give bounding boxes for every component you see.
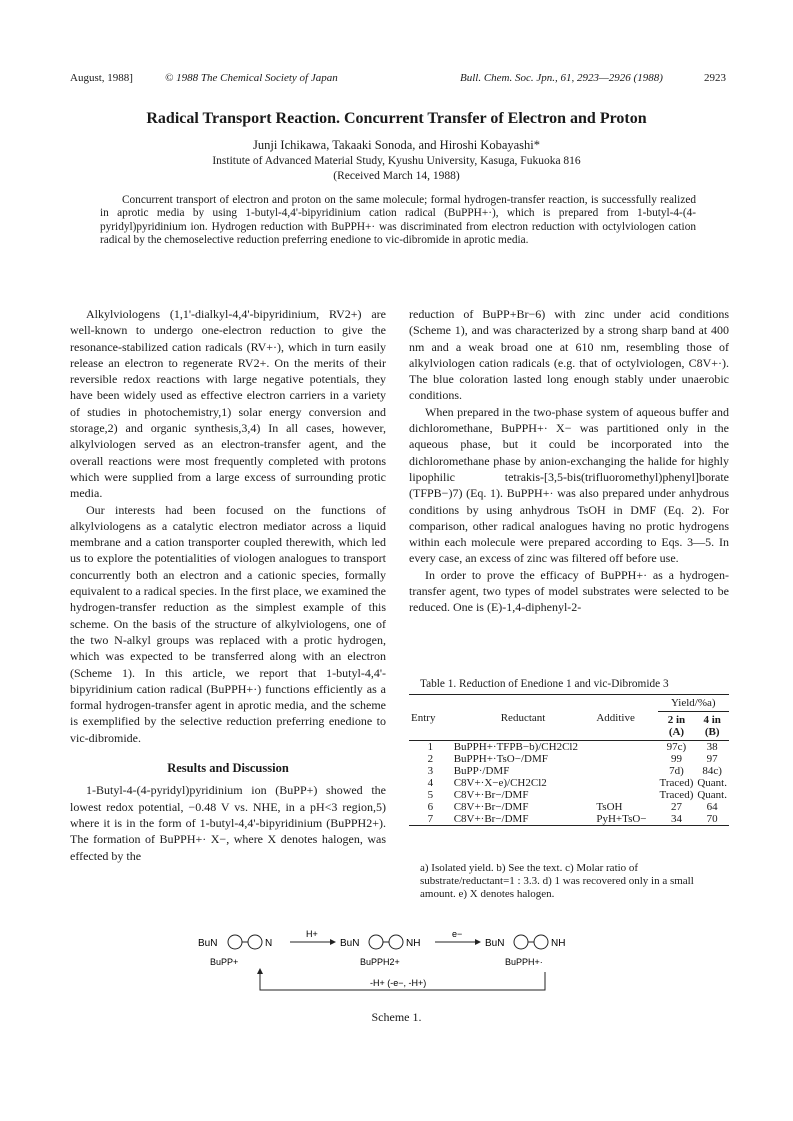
article-title: Radical Transport Reaction. Concurrent Transfer of Electron and Proton	[146, 110, 647, 127]
table-header-col2: 2 in (A)	[667, 714, 686, 738]
table-row	[409, 753, 729, 765]
table-header-yield: Yield/%a)	[658, 695, 729, 712]
table-header-reductant: Reductant	[500, 711, 546, 724]
table-cell-y2: 99	[670, 753, 682, 765]
bu-label: BuN	[340, 938, 360, 949]
paragraph: In order to prove the efficacy of BuPPH+· as a hydrogen-transfer agent, two types of model substrates were selected to be reduced. One is (E)-1,4-diphenyl-2-	[409, 567, 729, 615]
pyridinium-ring-icon	[369, 935, 383, 949]
table-cell-y2: 34	[670, 813, 682, 825]
table-cell-reductant: C8V+·Br−/DMF	[453, 789, 529, 801]
table-cell-y4: 64	[706, 801, 718, 813]
table-cell-entry: 3	[427, 765, 434, 777]
header-date: August, 1988]	[70, 72, 133, 84]
table-cell-y4: Quant.	[697, 777, 727, 789]
table-cell-entry: 4	[427, 777, 434, 789]
results-table	[409, 694, 729, 826]
table-cell-y2: 27	[670, 801, 682, 813]
table-header-entry: Entry	[411, 711, 436, 724]
pyridinium-ring-icon	[228, 935, 242, 949]
buppH-label: BuPPH+·	[505, 957, 543, 967]
author-list: Junji Ichikawa, Takaaki Sonoda, and Hiroshi Kobayashi*	[252, 138, 541, 152]
buppH2-label: BuPPH2+	[360, 957, 400, 967]
table-row	[409, 813, 729, 826]
paragraph: reduction of BuPP+Br−6) with zinc under acid conditions (Scheme 1), and was characterized by a strong sharp band at 400 nm and a weak broad one at 610 nm, resembling those of alkylviologen cation radicals (e.g. that of octylviologen, C8V+·). The blue coloration lasted long enough stably under unaerobic conditions.	[409, 307, 729, 403]
arrow2-label: e−	[452, 929, 463, 939]
table-cell-additive: PyH+TsO−	[596, 813, 647, 825]
table-cell-y4: 70	[706, 813, 718, 825]
section-heading: Results and Discussion	[167, 761, 289, 776]
arrow1-label: H+	[306, 929, 318, 939]
n-label: N	[265, 938, 273, 949]
table-cell-y4: 38	[706, 741, 718, 753]
received-date: (Received March 14, 1988)	[333, 170, 460, 182]
right-column	[409, 306, 729, 616]
table-cell-additive	[594, 741, 657, 754]
paragraph: 1-Butyl-4-(4-pyridyl)pyridinium ion (BuPP+) showed the lowest redox potential, −0.48 V vs. NHE, in a pH<3 region,5) where it is in the form of 1-butyl-4,4'-bipyridinium (BuPPH2+). The formation of BuPPH+· X−, where X denotes halogen, was effected by the	[70, 783, 386, 863]
table-cell-additive	[594, 765, 657, 777]
pyridinium-ring-icon	[534, 935, 548, 949]
bu-label: BuN	[485, 938, 505, 949]
table-footnotes: a) Isolated yield. b) See the text. c) Molar ratio of substrate/reductant=1 : 3.3. d) 1 was recovered only in a small amount. e) X denotes halogen.	[420, 862, 694, 900]
table-cell-reductant: C8V+·Br−/DMF	[453, 801, 529, 813]
table-cell-entry: 7	[427, 813, 434, 825]
left-column	[70, 306, 386, 864]
pyridinium-ring-icon	[514, 935, 528, 949]
table-cell-entry: 6	[427, 801, 434, 813]
table-cell-reductant: BuPPH+·TFPB−b)/CH2Cl2	[453, 741, 578, 753]
table-cell-entry: 2	[427, 753, 434, 765]
abstract: Concurrent transport of electron and proton on the same molecule; formal hydrogen-transfer reaction, is successfully realized in aprotic media by using 1-butyl-4,4'-bipyridinium cation radical (BuPPH+·), which is prepared from 1-butyl-4-(4-pyridyl)pyridinium ion. Hydrogen reduction with BuPPH+· was discriminated from electron reduction with octylviologen cation radical by the chemoselective reduction preferring enedione to vic-dibromide in aprotic media.	[100, 194, 696, 247]
paragraph: Alkylviologens (1,1'-dialkyl-4,4'-bipyridinium, RV2+) are well-known to undergo one-electron reduction to give the resonance-stabilized cation radicals (RV+·), which in turn easily release an electron to regenerate RV2+. On the merits of their reversible redox reactions with large negative potentials, they have been widely used as effective electron carriers in a variety of studies in photochemistry,1) solar energy conversion and storage,2) and organic synthesis,3,4) In all cases, however, alkylviologen served as an electron-transfer agent, and the overall reactions were most frequently completed with protons which were supplied from a large excess of surrounding protic media.	[70, 307, 386, 501]
pyridinium-ring-icon	[389, 935, 403, 949]
nh-label: NH	[551, 938, 566, 949]
table-cell-reductant: BuPP·/DMF	[453, 765, 510, 777]
table-cell-y2: Traced)	[659, 777, 694, 789]
table-header-col4: 4 in (B)	[703, 714, 721, 738]
table-cell-additive	[594, 753, 657, 765]
table-cell-y4: 97	[706, 753, 718, 765]
table-cell-y2: 97c)	[666, 741, 687, 753]
table-body	[409, 741, 729, 826]
paragraph: When prepared in the two-phase system of aqueous buffer and dichloromethane, BuPPH+· X− was partitioned only in the aqueous phase, but it could be incorporated into the dichloromethane phase by anion-exchanging the halide for highly lipophilic tetrakis-[3,5-bis(trifluoromethyl)phenyl]borate (TFPB−)7) (Eq. 1). BuPPH+· was also prepared under anhydrous conditions by using anhydrous TsOH in DMF (Eq. 2). For comparison, other radical analogues having no protic hydrogens within each molecule were prepared according to Eqs. 3—5. In every case, an excess of zinc was filtered off before use.	[409, 404, 729, 566]
table-cell-entry: 5	[427, 789, 434, 801]
table-cell-reductant: BuPPH+·TsO−/DMF	[453, 753, 548, 765]
table-cell-y4: Quant.	[697, 789, 727, 801]
table-cell-additive	[594, 789, 657, 801]
table-cell-entry: 1	[427, 741, 434, 753]
table-cell-additive	[594, 777, 657, 789]
bu-label: BuN	[198, 938, 218, 949]
table-row	[409, 741, 729, 754]
table-row	[409, 765, 729, 777]
table-caption: Table 1. Reduction of Enedione 1 and vic-Dibromide 3	[420, 678, 669, 690]
table-row	[409, 789, 729, 801]
affiliation: Institute of Advanced Material Study, Kyushu University, Kasuga, Fukuoka 816	[212, 155, 581, 167]
table-cell-y4: 84c)	[702, 765, 722, 777]
table-cell-y2: Traced)	[659, 789, 694, 801]
return-label: -H+ (-e−, -H+)	[370, 978, 427, 988]
table-cell-reductant: C8V+·Br−/DMF	[453, 813, 529, 825]
table-row	[409, 801, 729, 813]
table-cell-y2: 7d)	[669, 765, 684, 777]
table-cell-additive: TsOH	[596, 801, 623, 813]
header-page-number: 2923	[704, 72, 726, 84]
table-header-additive: Additive	[596, 711, 635, 724]
pyridine-ring-icon	[248, 935, 262, 949]
nh-label: NH	[406, 938, 421, 949]
table-row	[409, 777, 729, 789]
header-journal: Bull. Chem. Soc. Jpn., 61, 2923—2926 (1988)	[460, 72, 663, 84]
table-cell-reductant: C8V+·X−e)/CH2Cl2	[453, 777, 547, 789]
paragraph: Our interests had been focused on the functions of alkylviologens as a catalytic electron mediator across a liquid membrane and a cation transporter coupled therewith, which led us to explore the potentialities of viologen analogues to transport concurrently both an electron and a cationic species, formally equivalent to a radical species. In the first place, we examined the hydrogen-transfer reduction as the simplest example of this scheme. On the basis of the structure of alkylviologens, one of the two N-alkyl groups was replaced with a protic hydrogen, which was expected to be transferred along with an electron (Scheme 1). In this article, we report that 1-butyl-4,4'-bipyridinium cation radical (BuPPH+·) functions efficiently as a formal hydrogen-transfer agent in aprotic media, and the scheme is exemplified by the selective reduction preferring enedione to vic-dibromide.	[70, 502, 386, 745]
bupp-label: BuPP+	[210, 957, 239, 967]
scheme-caption: Scheme 1.	[371, 1010, 422, 1024]
header-copyright: © 1988 The Chemical Society of Japan	[165, 72, 338, 84]
